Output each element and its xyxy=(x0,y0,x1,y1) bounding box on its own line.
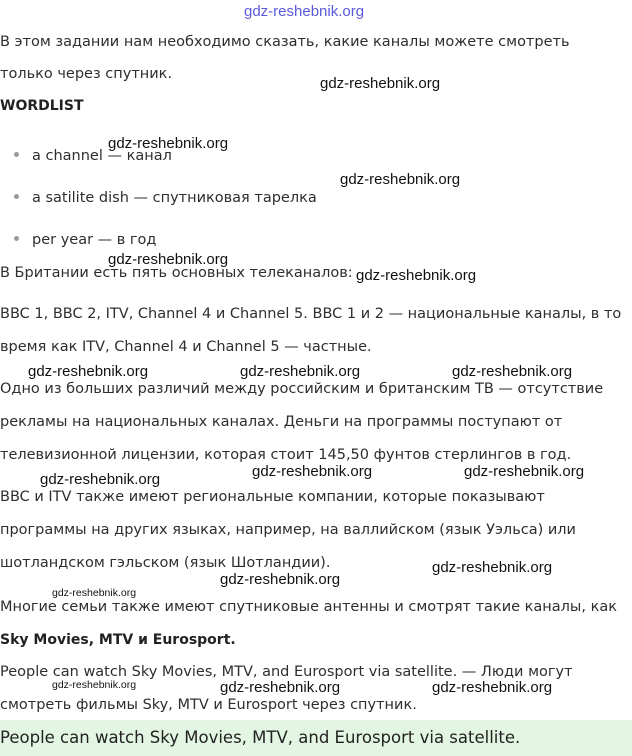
wordlist-item-text: a satilite dish — спутниковая тарелка xyxy=(32,190,317,206)
watermark: gdz-reshebnik.org xyxy=(432,559,553,576)
watermark: gdz-reshebnik.org xyxy=(320,75,441,92)
paragraph-line: BBC 1, BBC 2, ITV, Channel 4 и Channel 5. BBC 1 и 2 — национальные каналы, в то xyxy=(0,306,622,322)
watermark: gdz-reshebnik.org xyxy=(432,679,553,696)
paragraph-line: рекламы на национальных каналах. Деньги на программы поступают от xyxy=(0,414,563,430)
bullet-icon xyxy=(14,194,19,199)
watermark: gdz-reshebnik.org xyxy=(40,471,161,488)
watermark: gdz-reshebnik.org xyxy=(28,363,149,380)
paragraph-line: программы на других языках, например, на валлийском (язык Уэльса) или xyxy=(0,522,576,538)
watermark: gdz-reshebnik.org xyxy=(220,571,341,588)
watermark: gdz-reshebnik.org xyxy=(108,251,229,268)
paragraph-line: Одно из больших различий между российским и британским ТВ — отсутствие xyxy=(0,381,604,397)
paragraph-channels: В Британии есть пять основных телеканалов: xyxy=(0,265,353,281)
bullet-icon xyxy=(14,236,19,241)
watermark: gdz-reshebnik.org xyxy=(108,135,229,152)
bullet-icon xyxy=(14,152,19,157)
watermark: gdz-reshebnik.org xyxy=(356,267,477,284)
wordlist-item-text: a channel — канал xyxy=(32,148,172,164)
wordlist-item xyxy=(14,146,172,166)
watermark: gdz-reshebnik.org xyxy=(464,463,585,480)
watermark: gdz-reshebnik.org xyxy=(52,679,137,691)
wordlist-item xyxy=(14,188,317,208)
intro-line-1: В этом задании нам необходимо сказать, какие каналы можете смотреть xyxy=(0,34,570,50)
paragraph-line: время как ITV, Channel 4 и Channel 5 — частные. xyxy=(0,339,372,355)
paragraph-line: телевизионной лицензии, которая стоит 145,50 фунтов стерлингов в год. xyxy=(0,447,572,463)
paragraph-line: смотреть фильмы Sky, MTV и Eurosport через спутник. xyxy=(0,697,417,713)
wordlist-item xyxy=(14,230,156,250)
paragraph-line: BBC и ITV также имеют региональные компании, которые показывают xyxy=(0,489,545,505)
paragraph-line: Многие семьи также имеют спутниковые антенны и смотрят такие каналы, как xyxy=(0,599,617,615)
watermark: gdz-reshebnik.org xyxy=(220,679,341,696)
wordlist-item-text: per year — в год xyxy=(32,232,157,248)
watermark: gdz-reshebnik.org xyxy=(252,463,373,480)
watermark: gdz-reshebnik.org xyxy=(452,363,573,380)
watermark-header: gdz-reshebnik.org xyxy=(244,3,365,20)
wordlist-heading: WORDLIST xyxy=(0,98,84,114)
intro-line-2: только через спутник. xyxy=(0,66,173,82)
paragraph-line: People can watch Sky Movies, MTV, and Eurosport via satellite. — Люди могут xyxy=(0,664,573,680)
watermark: gdz-reshebnik.org xyxy=(340,171,461,188)
watermark: gdz-reshebnik.org xyxy=(52,587,137,599)
channel-list-bold: Sky Movies, MTV и Eurosport. xyxy=(0,632,236,648)
watermark: gdz-reshebnik.org xyxy=(240,363,361,380)
answer-highlight: People can watch Sky Movies, MTV, and Eurosport via satellite. xyxy=(0,720,632,756)
paragraph-line: шотландском гэльском (язык Шотландии). xyxy=(0,555,331,571)
